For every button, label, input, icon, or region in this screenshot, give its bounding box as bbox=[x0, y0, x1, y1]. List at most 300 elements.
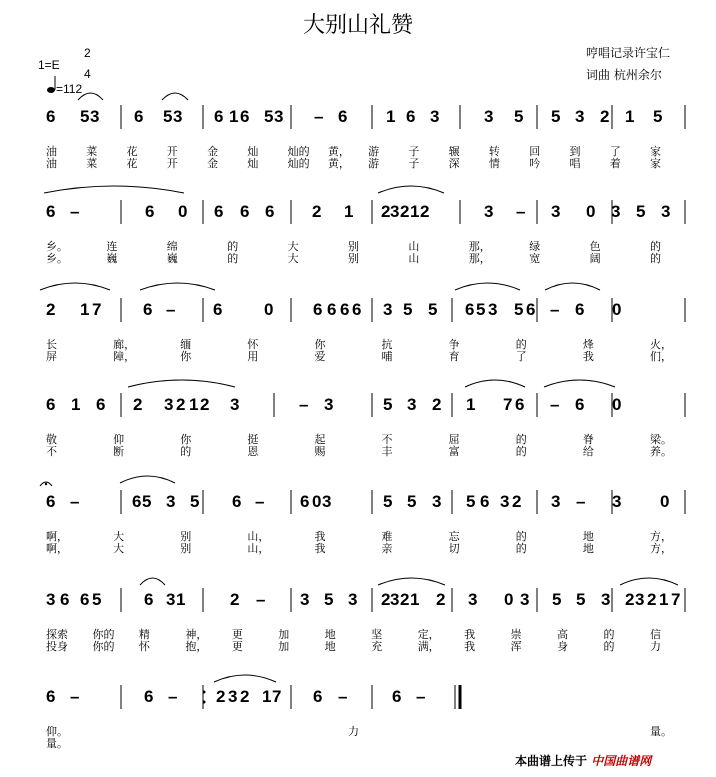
note: 6 bbox=[46, 687, 56, 706]
time-signature-bottom: 4 bbox=[84, 67, 91, 81]
note: 2 bbox=[600, 107, 610, 126]
slur-arc bbox=[545, 283, 600, 290]
lyric-syllable: 油 bbox=[46, 145, 57, 158]
note: 1 bbox=[176, 590, 186, 609]
lyric-syllable: 别 bbox=[348, 240, 359, 253]
note: 6 bbox=[265, 202, 275, 221]
note: 5 bbox=[653, 107, 663, 126]
note: 3 bbox=[228, 687, 238, 706]
lyric-syllable: 抗 bbox=[381, 338, 393, 351]
lyric-syllable: 山， bbox=[247, 542, 270, 555]
lyric-syllable: 我 bbox=[582, 350, 594, 363]
note: 2 bbox=[432, 395, 442, 414]
note: – bbox=[516, 202, 526, 221]
note: 3 bbox=[484, 202, 494, 221]
lyric-syllable: 花 bbox=[126, 145, 138, 158]
note: 5 bbox=[383, 395, 393, 414]
footer-text: 本曲谱上传于 bbox=[515, 754, 588, 768]
lyric-syllable: 力 bbox=[650, 640, 661, 653]
note: – bbox=[255, 492, 265, 511]
lyric-syllable: 你 bbox=[180, 433, 192, 446]
slur-arc bbox=[120, 476, 175, 483]
slur-arc bbox=[40, 283, 110, 290]
note: 5 bbox=[383, 492, 393, 511]
note: 3 bbox=[274, 107, 284, 126]
lyric-syllable: 菜 bbox=[86, 157, 98, 170]
note: 5 bbox=[264, 107, 274, 126]
note: 3 bbox=[166, 492, 176, 511]
lyric-syllable: 高 bbox=[557, 628, 569, 641]
note: 3 bbox=[520, 590, 530, 609]
lyric-syllable: 坚 bbox=[371, 628, 383, 641]
note: 6 bbox=[406, 107, 416, 126]
lyric-syllable: 廊， bbox=[113, 338, 136, 351]
lyric-syllable: 更 bbox=[231, 640, 243, 653]
lyric-syllable: 巍 bbox=[106, 252, 118, 265]
lyric-syllable: 大 bbox=[113, 530, 125, 543]
note: 6 bbox=[96, 395, 106, 414]
note: 6 bbox=[575, 300, 585, 319]
note: 3 bbox=[390, 590, 400, 609]
note: 3 bbox=[484, 107, 494, 126]
lyric-syllable: 的 bbox=[515, 530, 527, 543]
note: 6 bbox=[60, 590, 70, 609]
note: 5 bbox=[407, 492, 417, 511]
lyric-syllable: 地 bbox=[324, 640, 336, 653]
lyric-syllable: 金 bbox=[207, 157, 219, 170]
note: 2 bbox=[420, 202, 430, 221]
lyric-syllable: 断 bbox=[113, 445, 125, 458]
slur-arc bbox=[620, 578, 678, 585]
note: 3 bbox=[383, 300, 393, 319]
lyric-syllable: 的 bbox=[603, 640, 615, 653]
slur-arc bbox=[465, 380, 525, 387]
note: 3 bbox=[468, 590, 478, 609]
note: 3 bbox=[612, 492, 622, 511]
lyric-syllable: 阔 bbox=[589, 252, 601, 265]
lyric-syllable: 灿的 bbox=[287, 157, 310, 170]
lyric-syllable: 障， bbox=[113, 350, 136, 363]
lyric-syllable: 灿的 bbox=[287, 145, 310, 158]
slur-arc bbox=[214, 675, 276, 682]
lyric-syllable: 挺 bbox=[247, 433, 259, 446]
note: 3 bbox=[300, 590, 310, 609]
lyric-syllable: 我 bbox=[314, 542, 326, 555]
lyric-syllable: 你 bbox=[314, 338, 326, 351]
note: 0 bbox=[612, 300, 622, 319]
note: 3 bbox=[500, 492, 510, 511]
lyric-syllable: 的 bbox=[650, 240, 661, 253]
lyric-syllable: 的 bbox=[603, 628, 615, 641]
note: 3 bbox=[322, 492, 332, 511]
lyric-syllable: 到 bbox=[569, 145, 581, 158]
lyric-syllable: 不 bbox=[46, 445, 57, 458]
note: 6 bbox=[240, 202, 250, 221]
slur-arc bbox=[455, 283, 520, 290]
lyric-syllable: 敬 bbox=[46, 433, 57, 446]
lyric-syllable: 山， bbox=[247, 530, 270, 543]
note: 7 bbox=[671, 590, 681, 609]
note: 6 bbox=[46, 107, 56, 126]
lyric-syllable: 抱， bbox=[185, 640, 208, 653]
note: 5 bbox=[514, 300, 524, 319]
lyric-syllable: 探索 bbox=[46, 628, 68, 641]
note: 0 bbox=[612, 395, 622, 414]
lyric-syllable: 满， bbox=[417, 640, 440, 653]
lyric-syllable: 的 bbox=[515, 338, 527, 351]
credit-composer: 词曲 杭州余尔 bbox=[586, 68, 662, 82]
note: 1 bbox=[659, 590, 669, 609]
lyric-syllable: 育 bbox=[448, 350, 460, 363]
song-title: 大别山礼赞 bbox=[302, 13, 413, 38]
note: 2 bbox=[176, 395, 186, 414]
lyric-syllable: 不 bbox=[381, 433, 393, 446]
note: – bbox=[70, 687, 80, 706]
note: 6 bbox=[80, 590, 90, 609]
fermata-dot bbox=[45, 483, 47, 485]
lyric-syllable: 们， bbox=[650, 350, 672, 363]
lyric-syllable: 转 bbox=[488, 145, 500, 158]
note: 2 bbox=[512, 492, 522, 511]
note: 6 bbox=[213, 300, 223, 319]
slur-arc bbox=[128, 380, 235, 387]
note: 6 bbox=[575, 395, 585, 414]
note: 3 bbox=[166, 590, 176, 609]
note: 3 bbox=[551, 202, 561, 221]
note: 6 bbox=[526, 300, 536, 319]
lyric-syllable: 大 bbox=[287, 252, 299, 265]
note: – bbox=[70, 202, 80, 221]
lyric-syllable: 唱 bbox=[569, 157, 581, 170]
lyric-syllable: 家 bbox=[650, 157, 661, 170]
note: 6 bbox=[515, 395, 525, 414]
note: 2 bbox=[381, 202, 391, 221]
footer-upload-note bbox=[515, 752, 651, 769]
lyric-syllable: 赐 bbox=[314, 445, 326, 458]
note: 3 bbox=[601, 590, 611, 609]
lyric-syllable: 怀 bbox=[138, 640, 150, 653]
note: 6 bbox=[46, 202, 56, 221]
lyric-syllable: 绿 bbox=[529, 240, 541, 253]
note: 3 bbox=[635, 590, 645, 609]
note: 6 bbox=[46, 395, 56, 414]
lyric-syllable: 仰。 bbox=[46, 725, 68, 738]
lyric-syllable: 绵 bbox=[166, 240, 178, 253]
note: 5 bbox=[92, 590, 102, 609]
note: 5 bbox=[576, 590, 586, 609]
lyric-syllable: 我 bbox=[314, 530, 326, 543]
note: 3 bbox=[348, 590, 358, 609]
lyric-syllable: 金 bbox=[207, 145, 219, 158]
note: 5 bbox=[142, 492, 152, 511]
lyric-syllable: 崇 bbox=[510, 628, 522, 641]
note: 7 bbox=[92, 300, 102, 319]
lyric-syllable: 加 bbox=[278, 628, 290, 641]
note: 6 bbox=[327, 300, 337, 319]
lyric-syllable: 怀 bbox=[247, 338, 259, 351]
note: 2 bbox=[133, 395, 143, 414]
lyric-syllable: 辗 bbox=[448, 145, 460, 158]
note: 5 bbox=[428, 300, 438, 319]
slur-arc bbox=[162, 93, 188, 100]
note: 2 bbox=[200, 395, 210, 414]
lyric-syllable: 脊 bbox=[582, 433, 594, 446]
lyric-syllable: 养。 bbox=[650, 445, 672, 458]
lyric-syllable: 长 bbox=[46, 338, 57, 351]
lyric-syllable: 梁。 bbox=[650, 433, 672, 446]
lyric-syllable: 乡。 bbox=[46, 240, 68, 253]
note: 1 bbox=[410, 202, 420, 221]
note: 0 bbox=[660, 492, 670, 511]
note: 0 bbox=[504, 590, 514, 609]
lyric-syllable: 你的 bbox=[92, 640, 115, 653]
lyric-syllable: 方， bbox=[650, 542, 672, 555]
lyric-syllable: 你 bbox=[180, 350, 192, 363]
lyric-syllable: 大 bbox=[113, 542, 125, 555]
lyric-syllable: 量。 bbox=[650, 725, 672, 738]
lyric-syllable: 花 bbox=[126, 157, 138, 170]
lyric-syllable: 回 bbox=[529, 145, 541, 158]
note: – bbox=[550, 300, 560, 319]
note: 2 bbox=[312, 202, 322, 221]
lyric-syllable: 灿 bbox=[247, 145, 259, 158]
lyric-syllable: 方， bbox=[650, 530, 672, 543]
note: 5 bbox=[190, 492, 200, 511]
lyric-syllable: 游 bbox=[368, 157, 380, 170]
lyric-syllable: 着 bbox=[609, 157, 621, 170]
note: 0 bbox=[586, 202, 596, 221]
note: 3 bbox=[90, 107, 100, 126]
lyric-syllable: 量。 bbox=[46, 737, 68, 750]
lyric-syllable: 家 bbox=[650, 145, 661, 158]
lyric-syllable: 深 bbox=[448, 157, 460, 170]
lyric-syllable: 大 bbox=[287, 240, 299, 253]
lyric-syllable: 黄， bbox=[327, 157, 350, 170]
note: 2 bbox=[381, 590, 391, 609]
lyric-syllable: 地 bbox=[582, 530, 594, 543]
note: 2 bbox=[46, 300, 56, 319]
lyric-syllable: 子 bbox=[408, 145, 420, 158]
lyric-syllable: 的 bbox=[515, 542, 527, 555]
note: 5 bbox=[163, 107, 173, 126]
note: 2 bbox=[216, 687, 226, 706]
lyric-syllable: 别 bbox=[180, 542, 192, 555]
lyric-syllable: 屏 bbox=[46, 350, 57, 363]
lyric-syllable: 仰 bbox=[113, 433, 125, 446]
note: 7 bbox=[503, 395, 513, 414]
lyric-syllable: 地 bbox=[582, 542, 594, 555]
lyric-syllable: 了 bbox=[515, 350, 527, 363]
note: – bbox=[416, 687, 426, 706]
note: 6 bbox=[480, 492, 490, 511]
lyric-syllable: 乡。 bbox=[46, 252, 68, 265]
note: 2 bbox=[400, 590, 410, 609]
note: 6 bbox=[352, 300, 362, 319]
lyric-syllable: 的 bbox=[227, 240, 239, 253]
note: 5 bbox=[80, 107, 90, 126]
footer-site-name: 中国曲谱网 bbox=[591, 754, 652, 768]
lyric-syllable: 那， bbox=[468, 252, 491, 265]
lyric-syllable: 富 bbox=[448, 445, 460, 458]
note: 1 bbox=[229, 107, 239, 126]
note: 6 bbox=[145, 202, 155, 221]
note: 5 bbox=[636, 202, 646, 221]
note: 5 bbox=[324, 590, 334, 609]
lyric-syllable: 的 bbox=[650, 252, 661, 265]
lyric-syllable: 精 bbox=[138, 628, 150, 641]
lyric-syllable: 力 bbox=[348, 725, 359, 738]
note: 1 bbox=[71, 395, 81, 414]
lyric-syllable: 你的 bbox=[92, 628, 115, 641]
note: 2 bbox=[436, 590, 446, 609]
lyric-syllable: 的 bbox=[515, 445, 527, 458]
slur-arc bbox=[378, 578, 445, 585]
lyric-syllable: 烽 bbox=[582, 338, 594, 351]
note: 1 bbox=[344, 202, 354, 221]
note: 5 bbox=[551, 107, 561, 126]
note: 1 bbox=[80, 300, 90, 319]
note: 1 bbox=[262, 687, 272, 706]
note: 6 bbox=[392, 687, 402, 706]
lyric-syllable: 油 bbox=[46, 157, 57, 170]
key-signature: 1=E bbox=[38, 58, 60, 72]
note: 6 bbox=[465, 300, 475, 319]
note: 1 bbox=[625, 107, 635, 126]
lyric-syllable: 亲 bbox=[381, 542, 393, 555]
lyric-syllable: 色 bbox=[589, 240, 601, 253]
note: – bbox=[314, 107, 324, 126]
note: 2 bbox=[647, 590, 657, 609]
lyric-syllable: 神， bbox=[185, 628, 208, 641]
lyric-syllable: 更 bbox=[231, 628, 243, 641]
note: 3 bbox=[575, 107, 585, 126]
note: – bbox=[550, 395, 560, 414]
lyric-syllable: 了 bbox=[609, 145, 621, 158]
note: 1 bbox=[189, 395, 199, 414]
note: 6 bbox=[338, 107, 348, 126]
note: 6 bbox=[46, 492, 56, 511]
time-signature-top: 2 bbox=[84, 46, 91, 60]
lyric-syllable: 切 bbox=[448, 542, 460, 555]
note: – bbox=[338, 687, 348, 706]
slur-arc bbox=[78, 93, 103, 100]
lyric-syllable: 我 bbox=[464, 640, 476, 653]
note: 5 bbox=[466, 492, 476, 511]
lyric-syllable: 忘 bbox=[448, 530, 460, 543]
note: 2 bbox=[240, 687, 250, 706]
note: 3 bbox=[430, 107, 440, 126]
note: 1 bbox=[386, 107, 396, 126]
note: 3 bbox=[324, 395, 334, 414]
note: 2 bbox=[400, 202, 410, 221]
lyric-syllable: 那， bbox=[468, 240, 491, 253]
note: 3 bbox=[173, 107, 183, 126]
lyric-syllable: 别 bbox=[348, 252, 359, 265]
note: 0 bbox=[264, 300, 274, 319]
lyric-syllable: 游 bbox=[368, 145, 380, 158]
lyric-syllable: 山 bbox=[408, 252, 420, 265]
lyric-syllable: 难 bbox=[381, 530, 393, 543]
note: 0 bbox=[312, 492, 322, 511]
note: 5 bbox=[403, 300, 413, 319]
lyric-syllable: 黄， bbox=[327, 145, 350, 158]
lyric-syllable: 起 bbox=[314, 433, 326, 446]
note: – bbox=[299, 395, 309, 414]
note: 2 bbox=[625, 590, 635, 609]
lyric-syllable: 我 bbox=[464, 628, 476, 641]
note: – bbox=[70, 492, 80, 511]
note: 3 bbox=[46, 590, 56, 609]
lyric-syllable: 的 bbox=[180, 445, 192, 458]
lyric-syllable: 哺 bbox=[381, 350, 393, 363]
lyric-syllable: 开 bbox=[166, 145, 178, 158]
lyric-syllable: 宽 bbox=[529, 252, 541, 265]
lyric-syllable: 加 bbox=[278, 640, 290, 653]
lyric-syllable: 争 bbox=[448, 338, 460, 351]
lyric-syllable: 子 bbox=[408, 157, 420, 170]
note: 6 bbox=[143, 300, 153, 319]
tempo-marking: =112 bbox=[56, 82, 83, 96]
note: 6 bbox=[214, 202, 224, 221]
note: – bbox=[166, 300, 176, 319]
note: 6 bbox=[144, 590, 154, 609]
slur-arc bbox=[140, 578, 165, 585]
slur-arc bbox=[140, 283, 215, 290]
lyric-syllable: 巍 bbox=[166, 252, 178, 265]
note: 3 bbox=[407, 395, 417, 414]
lyric-syllable: 充 bbox=[371, 640, 383, 653]
slur-arc bbox=[44, 186, 184, 193]
note: 0 bbox=[178, 202, 188, 221]
note: 1 bbox=[466, 395, 476, 414]
note: 3 bbox=[661, 202, 671, 221]
note: 5 bbox=[552, 590, 562, 609]
quarter-note-icon bbox=[47, 87, 55, 93]
note: 5 bbox=[476, 300, 486, 319]
lyric-syllable: 情 bbox=[488, 157, 500, 170]
slur-arc bbox=[378, 186, 444, 193]
lyric-syllable: 连 bbox=[106, 240, 118, 253]
note: 6 bbox=[132, 492, 142, 511]
note: 6 bbox=[240, 107, 250, 126]
note: 3 bbox=[230, 395, 240, 414]
note: 6 bbox=[300, 492, 310, 511]
note: 1 bbox=[410, 590, 420, 609]
lyric-syllable: 缅 bbox=[180, 338, 192, 351]
note: 3 bbox=[551, 492, 561, 511]
note: 6 bbox=[232, 492, 242, 511]
lyric-syllable: 给 bbox=[582, 445, 594, 458]
lyric-syllable: 灿 bbox=[247, 157, 259, 170]
lyric-syllable: 开 bbox=[166, 157, 178, 170]
lyric-syllable: 火， bbox=[650, 338, 672, 351]
lyric-syllable: 啊， bbox=[46, 542, 68, 555]
credit-singer: 哼唱记录许宝仁 bbox=[586, 46, 671, 60]
note: 6 bbox=[214, 107, 224, 126]
lyric-syllable: 啊， bbox=[46, 530, 68, 543]
note: 5 bbox=[514, 107, 524, 126]
note: – bbox=[576, 492, 586, 511]
note: 6 bbox=[313, 687, 323, 706]
note: 7 bbox=[272, 687, 282, 706]
lyric-syllable: 山 bbox=[408, 240, 420, 253]
lyric-syllable: 定， bbox=[417, 628, 440, 641]
lyric-syllable: 投身 bbox=[46, 640, 68, 653]
note: – bbox=[168, 687, 178, 706]
lyric-syllable: 恩 bbox=[247, 445, 259, 458]
lyric-syllable: 屈 bbox=[448, 433, 460, 446]
lyric-syllable: 浑 bbox=[510, 640, 522, 653]
